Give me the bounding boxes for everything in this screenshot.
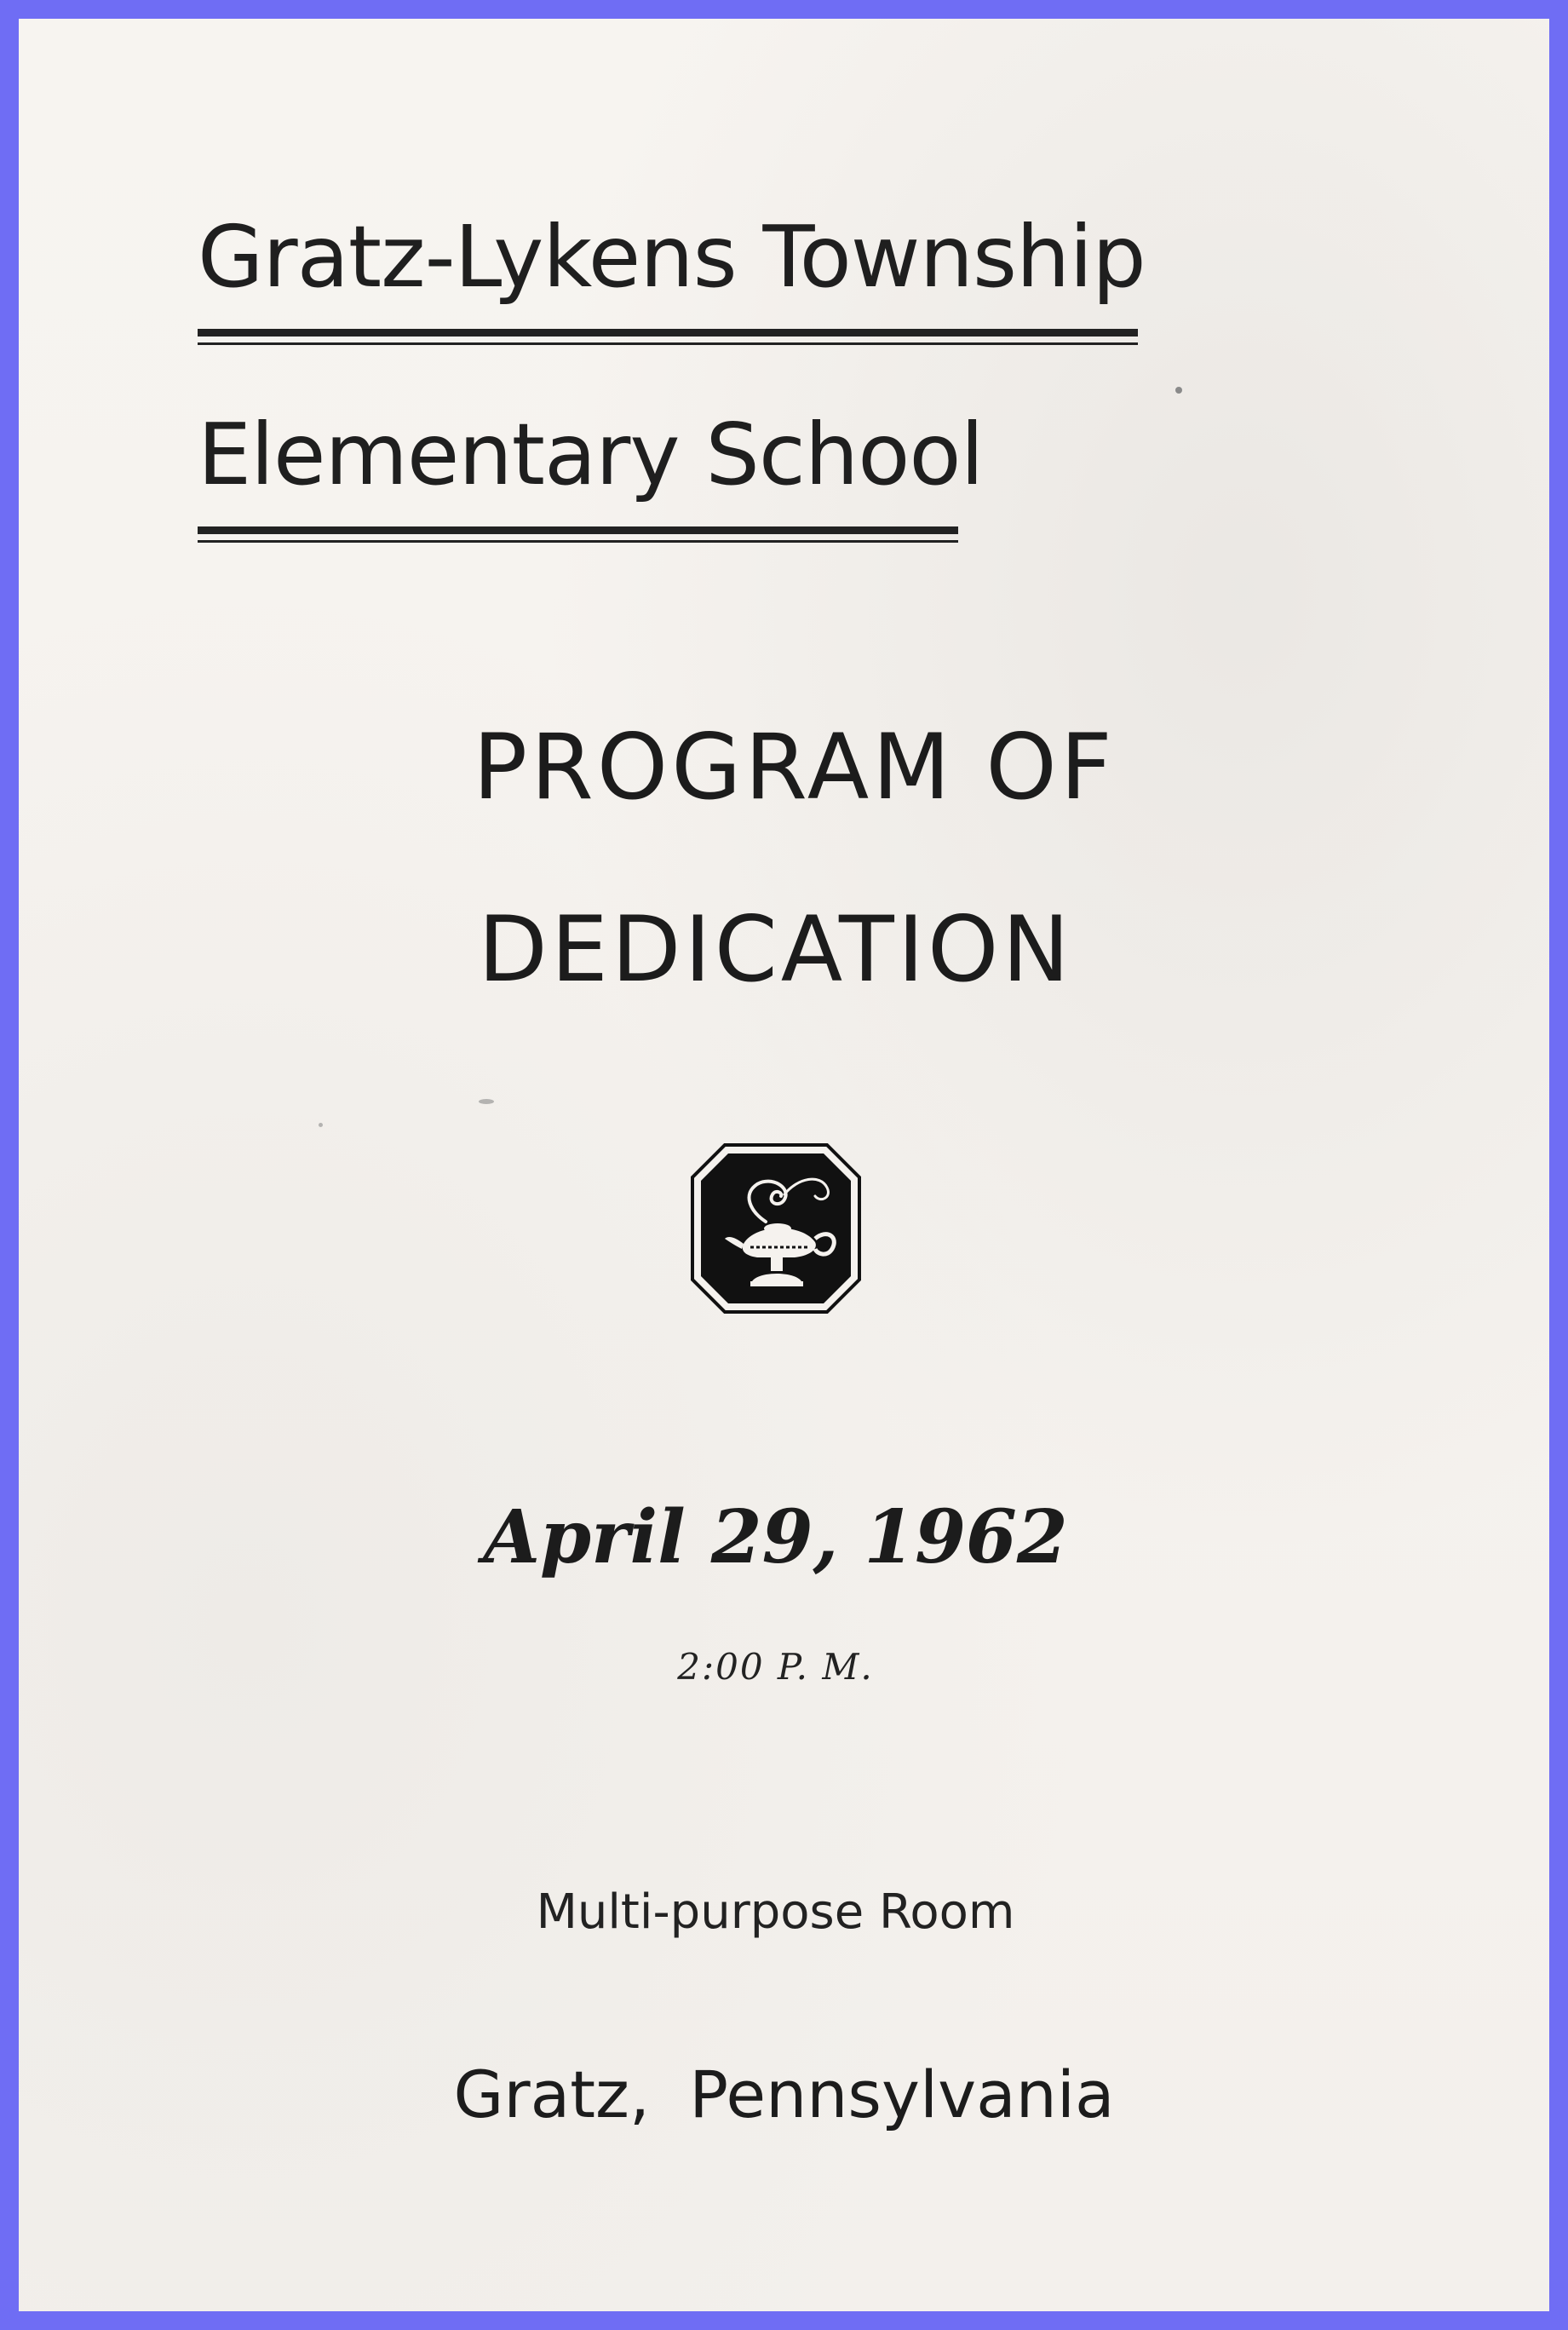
program-title-line-1: PROGRAM OF [473,715,1116,820]
rule-thin-1 [198,342,1138,345]
school-name-line-1: Gratz-Lykens Township [198,207,1146,307]
rule-thick-1 [198,329,1138,337]
rule-thin-2 [198,540,958,543]
dedication-date: April 29, 1962 [483,1494,1068,1580]
lamp-of-learning-icon [691,1143,861,1314]
header-rule-2 [198,526,958,543]
paper-speck [319,1123,323,1127]
paper-speck [479,1099,494,1104]
dedication-location: Gratz, Pennsylvania [453,2057,1115,2132]
program-page [19,19,1549,2311]
school-name-line-2: Elementary School [198,405,984,504]
dedication-room: Multi-purpose Room [536,1884,1015,1940]
rule-thick-2 [198,526,958,534]
header-rule-1 [198,329,1138,345]
paper-speck [1175,387,1182,394]
program-title-line-2: DEDICATION [478,897,1073,1002]
dedication-time: 2:00 P. M. [677,1646,874,1688]
